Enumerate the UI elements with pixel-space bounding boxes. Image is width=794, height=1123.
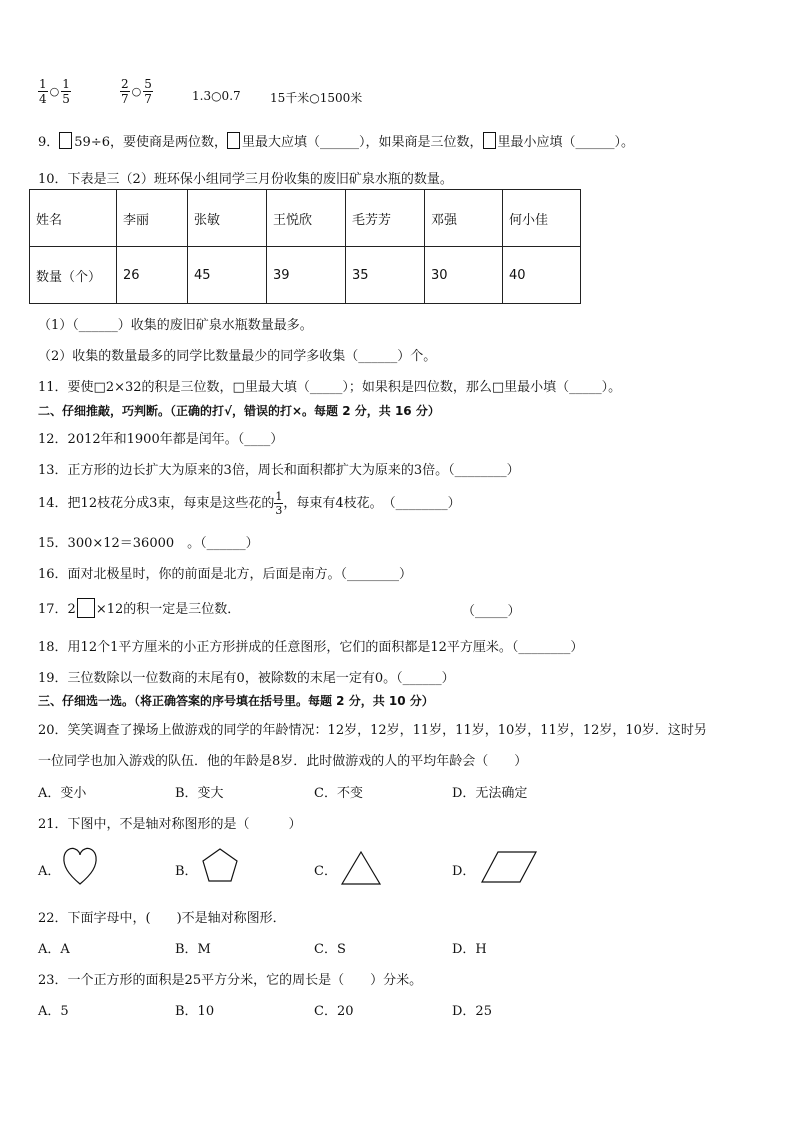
table-row: 姓名 李丽 张敏 王悦欣 毛芳芳 邓强 何小佳 xyxy=(30,190,581,247)
blank-box xyxy=(77,598,95,618)
triangle-shape-icon xyxy=(340,850,382,886)
fraction: $\frac{2}{7}$ xyxy=(121,77,129,106)
option-a: A． xyxy=(38,864,61,879)
parallelogram-shape-icon xyxy=(480,850,538,884)
data-table xyxy=(29,189,581,304)
option-b: B．10 xyxy=(175,1004,215,1019)
option-c: C．S xyxy=(314,942,346,957)
option-b: B． xyxy=(175,864,198,879)
question-10-sub2: （2）收集的数量最多的同学比数量最少的同学多收集（______）个。 xyxy=(38,349,437,364)
question-14: 14．把12枝花分成3束，每束是这些花的 $\frac{1}{3}$ ，每束有4枝花。 （________） xyxy=(38,490,461,517)
question-15: 15．300×12＝36000 。（______） xyxy=(38,536,259,551)
question-17-blank: （_____） xyxy=(462,604,521,619)
option-d: D． xyxy=(452,864,476,879)
question-20-line1: 20．笑笑调查了操场上做游戏的同学的年龄情况：12岁，12岁，11岁，11岁，10岁，11岁，12岁，10岁．这时另 xyxy=(38,723,707,738)
fraction: $\frac{1}{4}$ xyxy=(39,77,47,106)
option-a: A．5 xyxy=(38,1004,69,1019)
fraction: $\frac{1}{3}$ xyxy=(275,490,283,517)
q8-item-4: 15千米○1500米 xyxy=(270,91,363,105)
blank-box xyxy=(483,132,496,149)
question-22: 22．下面字母中，( )不是轴对称图形． xyxy=(38,911,286,926)
question-17: 17．2 ×12的积一定是三位数． xyxy=(38,598,240,618)
q8-item-2: $\frac{2}{7}$ ○ $\frac{5}{7}$ xyxy=(121,77,152,106)
question-9: 9． 59÷6，要使商是两位数， 里最大应填（______），如果商是三位数， 里最小应填（______）。 xyxy=(38,131,634,150)
fraction: $\frac{1}{5}$ xyxy=(62,77,70,106)
question-10-sub1: （1）（______）收集的废旧矿泉水瓶数量最多。 xyxy=(38,318,313,333)
question-10-title: 10．下表是三（2）班环保小组同学三月份收集的废旧矿泉水瓶的数量。 xyxy=(38,172,453,187)
section-2-heading: 二、仔细推敲，巧判断。（正确的打√，错误的打×。每题 2 分，共 16 分） xyxy=(38,404,440,418)
option-c: C．20 xyxy=(314,1004,354,1019)
question-12: 12．2012年和1900年都是闰年。（____） xyxy=(38,432,284,447)
option-d: D．无法确定 xyxy=(452,786,528,801)
option-c: C．不变 xyxy=(314,786,363,801)
question-20-line2: 一位同学也加入游戏的队伍．他的年龄是8岁．此时做游戏的人的平均年龄会（ ） xyxy=(38,754,528,769)
q8-item-1: $\frac{1}{4}$ ○ $\frac{1}{5}$ xyxy=(39,77,70,106)
question-21: 21．下图中，不是轴对称图形的是（ ） xyxy=(38,817,302,832)
section-3-heading: 三、仔细选一选。（将正确答案的序号填在括号里。每题 2 分，共 10 分） xyxy=(38,694,434,708)
blank-box xyxy=(59,132,72,149)
question-13: 13．正方形的边长扩大为原来的3倍，周长和面积都扩大为原来的3倍。（________） xyxy=(38,463,520,478)
q8-item-3: 1.3○0.7 xyxy=(192,89,241,103)
option-a: A．变小 xyxy=(38,786,87,801)
question-23: 23．一个正方形的面积是25平方分米，它的周长是（ ）分米。 xyxy=(38,973,423,988)
option-b: B．M xyxy=(175,942,211,957)
fraction: $\frac{5}{7}$ xyxy=(144,77,152,106)
heart-shape-icon xyxy=(62,846,98,886)
pentagon-shape-icon xyxy=(201,847,239,883)
blank-box xyxy=(227,132,240,149)
question-18: 18．用12个1平方厘米的小正方形拼成的任意图形，它们的面积都是12平方厘米。（________） xyxy=(38,640,584,655)
option-a: A．A xyxy=(38,942,70,957)
question-19: 19．三位数除以一位数商的末尾有0，被除数的末尾一定有0。（______） xyxy=(38,671,455,686)
question-11: 11．要使□2×32的积是三位数，□里最大填（_____）；如果积是四位数，那么□里最小填（_____）。 xyxy=(38,380,622,395)
option-c: C． xyxy=(314,864,337,879)
option-d: D．25 xyxy=(452,1004,492,1019)
question-16: 16．面对北极星时，你的前面是北方，后面是南方。（________） xyxy=(38,567,413,582)
option-b: B．变大 xyxy=(175,786,224,801)
option-d: D．H xyxy=(452,942,487,957)
table-row: 数量（个） 26 45 39 35 30 40 xyxy=(30,247,581,304)
